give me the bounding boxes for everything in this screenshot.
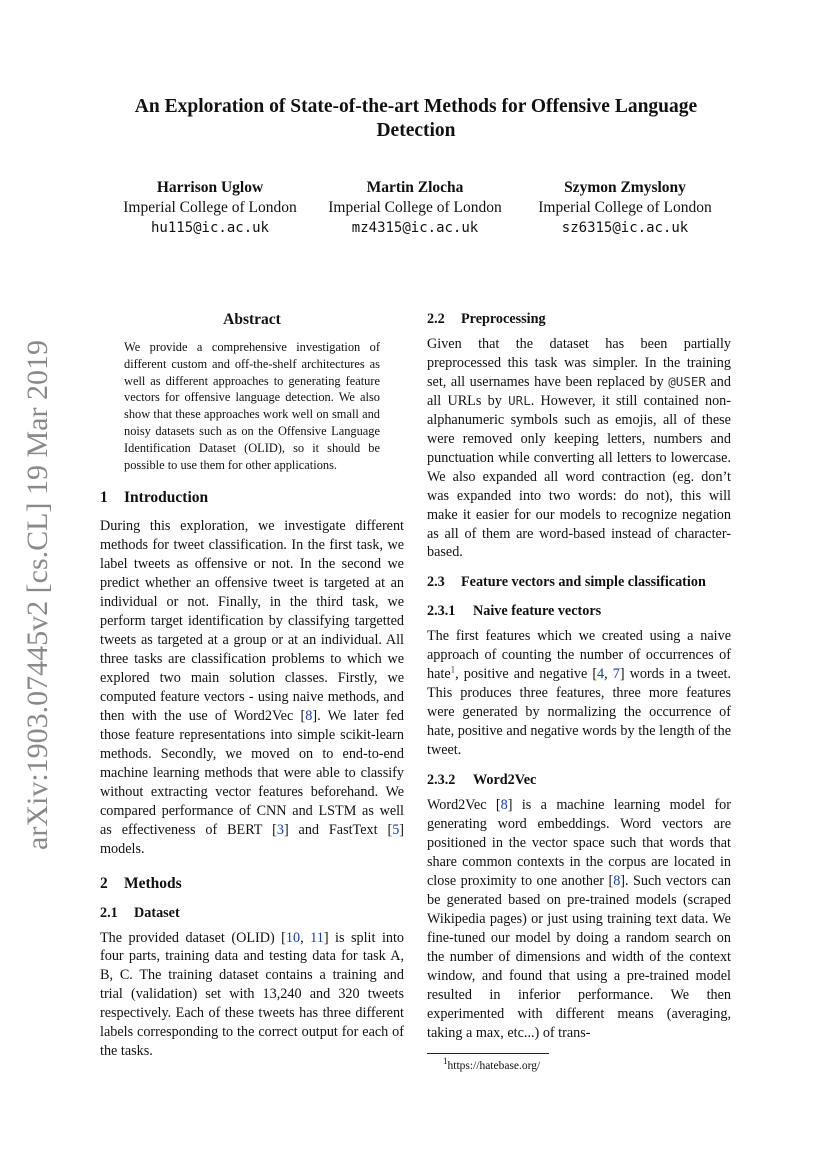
preprocessing-paragraph: [427, 335, 731, 562]
section-heading-methods: [100, 875, 404, 893]
section-title: Methods: [124, 874, 182, 892]
text-run: ] and FastText [: [283, 821, 393, 838]
citation-link[interactable]: 8: [613, 872, 621, 889]
subsection-title: Dataset: [134, 904, 180, 921]
section-title: Introduction: [124, 489, 209, 507]
subsubsection-title: Naive feature vectors: [473, 603, 602, 620]
paper-title: An Exploration of State-of-the-art Methods for Offensive Language Detection: [134, 96, 698, 141]
naive-features-paragraph: [427, 627, 731, 760]
author-email: sz6315@ic.ac.uk: [561, 220, 689, 236]
subsection-heading-preprocessing: [427, 311, 731, 328]
author-affiliation: Imperial College of London: [538, 199, 712, 216]
text-run: The first features which we created using a naive approach of counting the number of occurrences of hate: [427, 628, 731, 683]
user-token: @USER: [668, 373, 706, 389]
citation-link[interactable]: 3: [276, 821, 284, 838]
text-run: During this exploration, we investigate different methods for tweet classification. In the first task, we label tweets as offensive or not. In the second we predict whether an offensive tweet is targeted at an individual or not. Finally, in the third task, we perform target identification by classifying targetted tweets as targeted at a group or at an individual. All three tasks are classification problems to which we explored two main solution classes. Firstly, we computed feature vectors - using naive methods, and then with the use of Word2Vec [: [100, 518, 404, 724]
subsection-heading-features: [427, 574, 731, 591]
section-number: 2: [100, 874, 108, 892]
subsubsection-heading-word2vec: [427, 772, 731, 789]
arxiv-id: arXiv:1903.07445v2 [cs.CL] 19 Mar 2019: [21, 340, 54, 850]
subsubsection-title: Word2Vec: [473, 772, 537, 789]
citation-link[interactable]: 8: [305, 707, 313, 724]
left-column: [100, 308, 404, 1061]
subsection-number: 2.2: [427, 311, 445, 327]
subsection-title: Preprocessing: [461, 311, 546, 327]
text-run: . However, it still contained non-alphanumeric symbols such as emojis, all of these were removed only keeping letters, numbers and punctuation while converting all letters to lowercase. We also expanded all word contraction (eg. don’t was expanded into two words: do not), this will make it easier for our models to recognize negation as all of them are word-based instead of character-based.: [427, 392, 732, 561]
citation-link[interactable]: 4: [597, 666, 605, 683]
abstract-heading: Abstract: [223, 311, 281, 328]
author-block: [315, 178, 515, 238]
author-name: Szymon Zmyslony: [564, 179, 686, 196]
subsection-heading-dataset: [100, 905, 404, 922]
introduction-paragraph: [100, 517, 404, 858]
author-email: hu115@ic.ac.uk: [150, 220, 269, 236]
subsubsection-number: 2.3.2: [427, 772, 456, 789]
subsubsection-number: 2.3.1: [427, 603, 456, 620]
footnote: [427, 1055, 731, 1072]
author-affiliation: Imperial College of London: [123, 199, 297, 216]
text-run: ]. Such vectors can be generated based on pre-trained models (scraped Wikipedia pages) or just using training text data. We fine-tuned our model by doing a random search on the number of dimensions and width of the context window, and found that using a pre-trained model resulted in inferior performance. We then experimented with different means (averaging, taking a max, etc...) of trans-: [427, 872, 731, 1041]
footnote-divider: [427, 1053, 549, 1054]
citation-link[interactable]: 5: [392, 821, 400, 838]
author-name: Harrison Uglow: [156, 179, 264, 196]
subsection-title: Feature vectors and simple classification: [461, 574, 706, 591]
citation-link[interactable]: 11: [310, 929, 324, 946]
subsection-number: 2.3: [427, 574, 445, 591]
text-run: Word2Vec [: [427, 797, 501, 814]
text-run: Given that the dataset has been partially preprocessed this task was simpler. In the training set, all usernames have been replaced by: [427, 336, 731, 390]
abstract-text: We provide a comprehensive investigation of different custom and off-the-shelf architectures as well as different approaches to generating feature vectors for offensive language detection. We also show that these approaches work well on small and noisy datasets such as on the Offensive Language Identification Dataset (OLID), so it should be possible to use them for other applications.: [124, 340, 380, 472]
text-run: ] models.: [100, 821, 405, 857]
footnote-marker[interactable]: 1: [450, 664, 456, 675]
author-name: Martin Zlocha: [366, 179, 464, 196]
citation-link[interactable]: 7: [612, 666, 620, 683]
footnote-number: 1: [443, 1055, 448, 1066]
citation-link[interactable]: 10: [285, 929, 301, 946]
author-block: [110, 178, 310, 238]
section-number: 1: [100, 489, 108, 507]
url-token: URL: [508, 392, 531, 408]
dataset-paragraph: [100, 929, 404, 1062]
text-run: ] words in a tweet. This produces three features, three more features were generated by normalizing the occurrence of hate, positive and negative words by the length of the tweet.: [427, 666, 731, 759]
right-column: [427, 308, 731, 1072]
subsubsection-heading-naive: [427, 603, 731, 620]
text-run: ] is a machine learning model for generating word embeddings. Word vectors are positioned in the vector space such that words that share common contexts in the corpus are located in close proximity to one another [: [427, 797, 731, 889]
author-block: [520, 178, 730, 238]
text-run: ,: [604, 666, 613, 683]
text-run: The provided dataset (OLID) [: [100, 929, 286, 946]
arxiv-stamp: [18, 335, 58, 855]
text-run: ] is split into four parts, training data and testing data for task A, B, C. The training dataset contains a training and trial (validation) set with 13,240 and 320 tweets respectively. Each of these tweets has three different labels corresponding to the correct output for each of the tasks.: [100, 929, 405, 1060]
word2vec-paragraph: [427, 796, 731, 1042]
text-run: and all URLs by: [427, 373, 731, 409]
author-email: mz4315@ic.ac.uk: [351, 220, 479, 236]
text-run: , positive and negative [: [455, 666, 598, 683]
subsection-number: 2.1: [100, 904, 118, 921]
footnote-link[interactable]: https://hatebase.org/: [447, 1059, 541, 1072]
text-run: ,: [300, 929, 311, 946]
text-run: ]. We later fed those feature representations into simple scikit-learn methods. Secondly, we moved on to end-to-end machine learning methods that were able to classify without extracting vector features beforehand. We compared performance of CNN and LSTM as well as effectiveness of BERT [: [100, 707, 404, 838]
citation-link[interactable]: 8: [500, 797, 508, 814]
section-heading-introduction: [100, 489, 404, 507]
author-affiliation: Imperial College of London: [328, 199, 502, 216]
